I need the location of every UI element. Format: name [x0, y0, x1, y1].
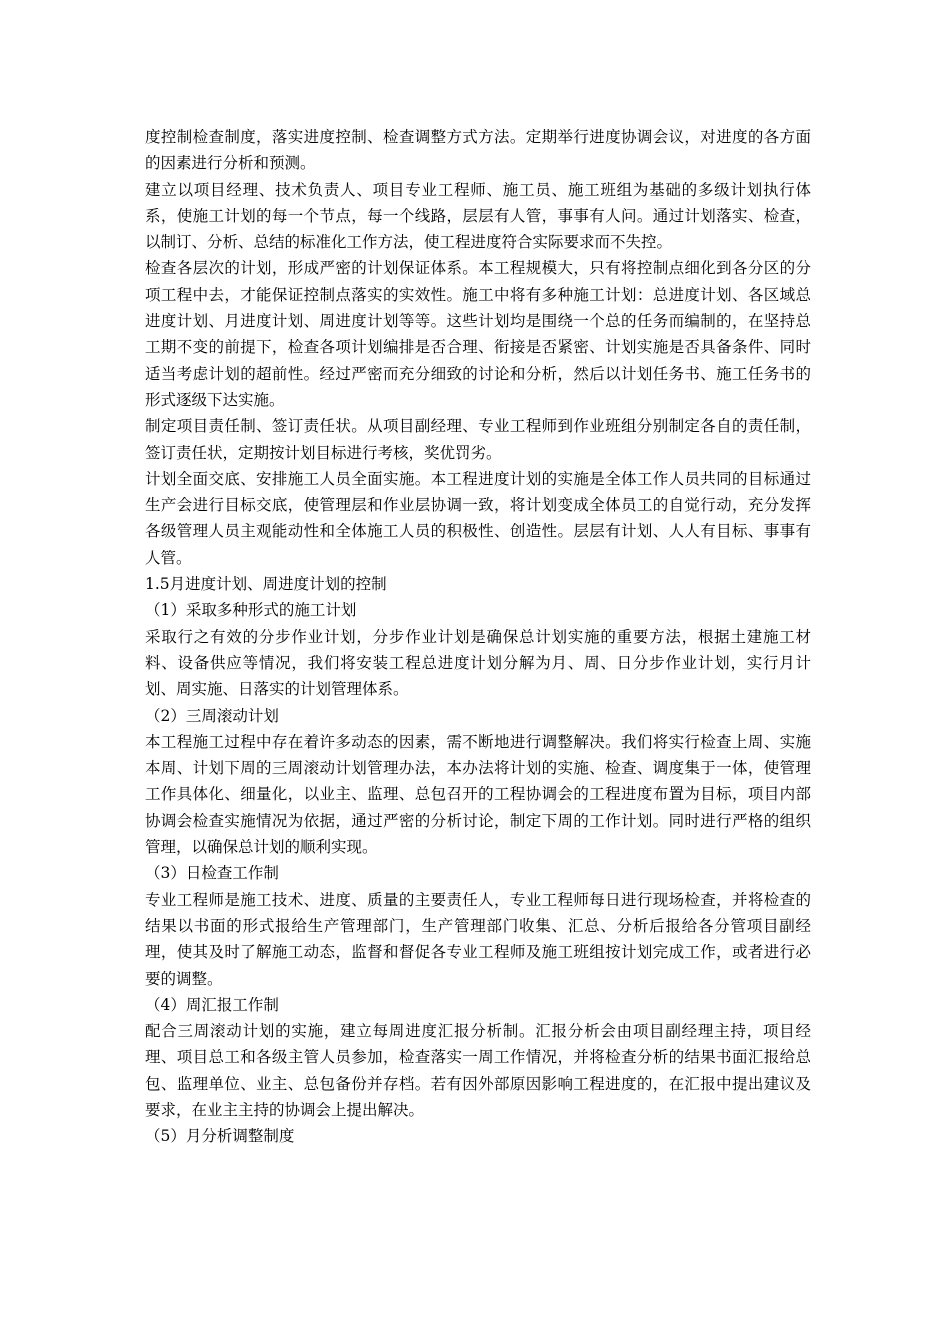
paragraph: 采取行之有效的分步作业计划，分步作业计划是确保总计划实施的重要方法，根据土建施工材料、设备供应等情况，我们将安装工程总进度计划分解为月、周、日分步作业计划，实行月计划、周实施、日落实的计划管理体系。 — [145, 627, 811, 699]
paragraph: 度控制检查制度，落实进度控制、检查调整方式方法。定期举行进度协调会议，对进度的各方面的因素进行分析和预测。 — [145, 128, 811, 173]
subsection-heading: （1）采取多种形式的施工计划 — [145, 601, 357, 620]
document-page — [145, 124, 811, 1150]
paragraph: 建立以项目经理、技术负责人、项目专业工程师、施工员、施工班组为基础的多级计划执行体系，使施工计划的每一个节点，每一个线路，层层有人管，事事有人问。通过计划落实、检查，以制订、分析、总结的标准化工作方法，使工程进度符合实际要求而不失控。 — [145, 180, 811, 252]
paragraph: 配合三周滚动计划的实施，建立每周进度汇报分析制。汇报分析会由项目副经理主持，项目经理、项目总工和各级主管人员参加，检查落实一周工作情况，并将检查分析的结果书面汇报给总包、监理单位、业主、总包备份并存档。若有因外部原因影响工程进度的，在汇报中提出建议及要求，在业主主持的协调会上提出解决。 — [145, 1022, 811, 1119]
section-heading: 1.5月进度计划、周进度计划的控制 — [145, 575, 387, 594]
paragraph: 检查各层次的计划，形成严密的计划保证体系。本工程规模大，只有将控制点细化到各分区的分项工程中去，才能保证控制点落实的实效性。施工中将有多种施工计划：总进度计划、各区域总进度计划、月进度计划、周进度计划等等。这些计划均是围绕一个总的任务而编制的，在坚持总工期不变的前提下，检查各项计划编排是否合理、衔接是否紧密、计划实施是否具备条件、同时适当考虑计划的超前性。经过严密而充分细致的讨论和分析，然后以计划任务书、施工任务书的形式逐级下达实施。 — [145, 259, 811, 409]
paragraph: 专业工程师是施工技术、进度、质量的主要责任人，专业工程师每日进行现场检查，并将检查的结果以书面的形式报给生产管理部门，生产管理部门收集、汇总、分析后报给各分管项目副经理，使其及时了解施工动态，监督和督促各专业工程师及施工班组按计划完成工作，或者进行必要的调整。 — [145, 890, 811, 988]
paragraph: 本工程施工过程中存在着许多动态的因素，需不断地进行调整解决。我们将实行检查上周、实施本周、计划下周的三周滚动计划管理办法，本办法将计划的实施、检查、调度集于一体，使管理工作具体化、细量化，以业主、监理、总包召开的工程协调会的工程进度布置为目标，项目内部协调会检查实施情况为依据，通过严密的分析讨论，制定下周的工作计划。同时进行严格的组织管理，以确保总计划的顺利实现。 — [145, 732, 811, 857]
subsection-heading: （4）周汇报工作制 — [145, 995, 279, 1014]
paragraph: 制定项目责任制、签订责任状。从项目副经理、专业工程师到作业班组分别制定各自的责任制，签订责任状，定期按计划目标进行考核，奖优罚劣。 — [145, 417, 811, 462]
paragraph: 计划全面交底、安排施工人员全面实施。本工程进度计划的实施是全体工作人员共同的目标通过生产会进行目标交底，使管理层和作业层协调一致，将计划变成全体员工的自觉行动，充分发挥各级管理人员主观能动性和全体施工人员的积极性、创造性。层层有计划、人人有目标、事事有人管。 — [145, 469, 811, 567]
subsection-heading: （2）三周滚动计划 — [145, 706, 279, 725]
subsection-heading: （3）日检查工作制 — [145, 864, 279, 883]
subsection-heading: （5）月分析调整制度 — [145, 1127, 295, 1146]
